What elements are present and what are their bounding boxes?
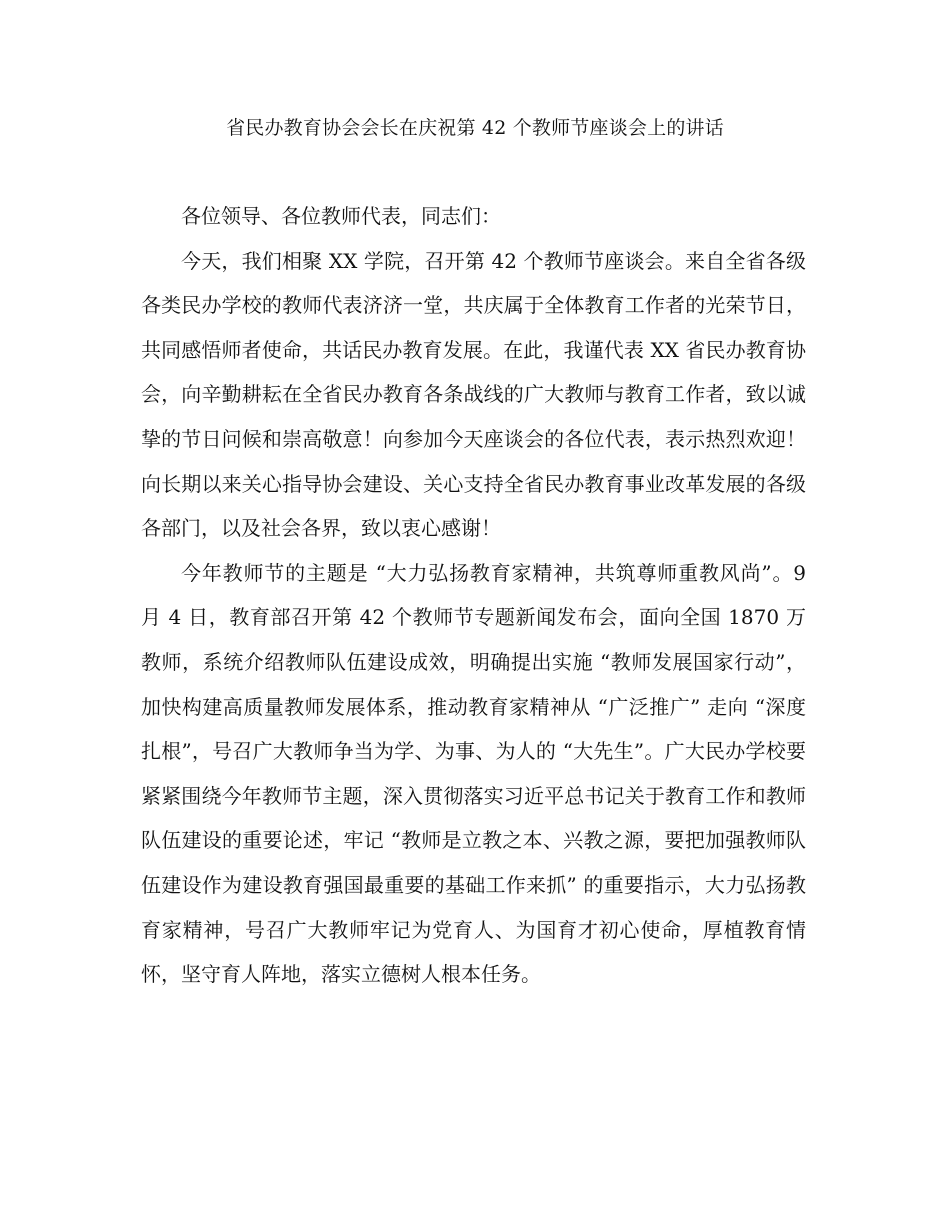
document-title: 省民办教育协会会长在庆祝第 42 个教师节座谈会上的讲话 [226, 117, 724, 139]
paragraph-opening: 今天，我们相聚 XX 学院，召开第 42 个教师节座谈会。来自全省各级各类民办学校的教师代表济济一堂，共庆属于全体教育工作者的光荣节日，共同感悟师者使命，共话民办教育发展。在此，我谨代表 XX 省民办教育协会，向辛勤耕耘在全省民办教育各条战线的广大教师与教育工作者，致以诚挚的节日问候和崇高敬意！向参加今天座谈会的各位代表，表示热烈欢迎！向长期以来关心指导协会建设、关心支持全省民办教育事业改革发展的各级各部门，以及社会各界，致以衷心感谢！ [141, 248, 806, 541]
greeting: 各位领导、各位教师代表，同志们： [181, 204, 501, 228]
document-body [141, 194, 806, 997]
paragraph-theme: 今年教师节的主题是 “大力弘扬教育家精神，共筑尊师重教风尚”。9 月 4 日，教育部召开第 42 个教师节专题新闻发布会，面向全国 1870 万教师，系统介绍教师队伍建设成效，明确提出实施 “教师发展国家行动”，加快构建高质量教师发展体系，推动教育家精神从 “广泛推广” 走向 “深度扎根”，号召广大教师争当为学、为事、为人的 “大先生”。广大民办学校要紧紧围绕今年教师节主题，深入贯彻落实习近平总书记关于教育工作和教师队伍建设的重要论述，牢记 “教师是立教之本、兴教之源，要把加强教师队伍建设作为建设教育强国最重要的基础工作来抓” 的重要指示，大力弘扬教育家精神，号召广大教师牢记为党育人、为国育才初心使命，厚植教育情怀，坚守育人阵地，落实立德树人根本任务。 [141, 560, 806, 987]
